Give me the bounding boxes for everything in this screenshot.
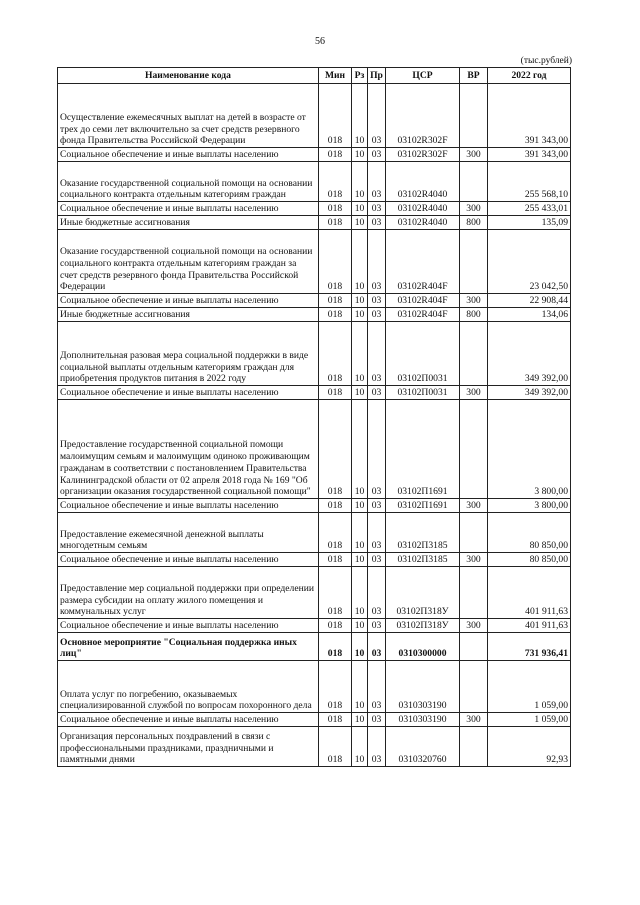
row-amount: 3 800,00	[488, 400, 571, 499]
row-pr: 03	[368, 553, 386, 567]
header-amount: 2022 год	[488, 68, 571, 84]
row-amount: 255 568,10	[488, 162, 571, 202]
row-vr	[460, 513, 488, 553]
row-min: 018	[319, 499, 352, 513]
row-vr: 800	[460, 216, 488, 230]
row-vr: 300	[460, 386, 488, 400]
row-min: 018	[319, 322, 352, 386]
row-csr: 0310303190	[386, 661, 460, 713]
row-min: 018	[319, 148, 352, 162]
row-rz: 10	[352, 553, 368, 567]
row-name: Основное мероприятие "Социальная поддержка иных лиц"	[58, 633, 319, 661]
row-rz: 10	[352, 661, 368, 713]
table-row	[58, 661, 571, 713]
row-name: Иные бюджетные ассигнования	[58, 308, 319, 322]
header-csr: ЦСР	[386, 68, 460, 84]
row-amount: 134,06	[488, 308, 571, 322]
row-vr: 300	[460, 148, 488, 162]
table-row	[58, 619, 571, 633]
row-csr: 0310300000	[386, 633, 460, 661]
row-name: Социальное обеспечение и иные выплаты населению	[58, 713, 319, 727]
row-pr: 03	[368, 148, 386, 162]
row-vr: 300	[460, 713, 488, 727]
row-csr: 03102П0031	[386, 322, 460, 386]
row-rz: 10	[352, 400, 368, 499]
header-rz: Рз	[352, 68, 368, 84]
row-rz: 10	[352, 727, 368, 767]
row-rz: 10	[352, 567, 368, 619]
table-header-row	[58, 68, 571, 84]
row-pr: 03	[368, 661, 386, 713]
row-csr: 03102R404F	[386, 308, 460, 322]
row-csr: 03102R4040	[386, 202, 460, 216]
table-row	[58, 84, 571, 148]
row-min: 018	[319, 661, 352, 713]
row-amount: 22 908,44	[488, 294, 571, 308]
row-csr: 03102R4040	[386, 216, 460, 230]
row-csr: 03102R404F	[386, 294, 460, 308]
row-amount: 401 911,63	[488, 567, 571, 619]
row-name: Социальное обеспечение и иные выплаты населению	[58, 148, 319, 162]
row-min: 018	[319, 633, 352, 661]
row-rz: 10	[352, 162, 368, 202]
row-rz: 10	[352, 294, 368, 308]
row-vr: 800	[460, 308, 488, 322]
row-name: Дополнительная разовая мера социальной поддержки в виде социальной выплаты отдельным категориям граждан для приобретения продуктов питания в 2022 году	[58, 322, 319, 386]
row-rz: 10	[352, 202, 368, 216]
row-vr	[460, 633, 488, 661]
row-csr: 0310320760	[386, 727, 460, 767]
row-pr: 03	[368, 84, 386, 148]
row-name: Предоставление государственной социальной помощи малоимущим семьям и малоимущим одиноко проживающим гражданам в соответствии с постановлением Правительства Калининградской области от 02 апреля 2018 года № 169 "Об организации оказания государственной социальной помощи"	[58, 400, 319, 499]
row-amount: 1 059,00	[488, 661, 571, 713]
row-amount: 731 936,41	[488, 633, 571, 661]
row-min: 018	[319, 400, 352, 499]
row-csr: 03102П318У	[386, 567, 460, 619]
row-pr: 03	[368, 499, 386, 513]
row-csr: 03102R302F	[386, 148, 460, 162]
header-vr: ВР	[460, 68, 488, 84]
row-name: Социальное обеспечение и иные выплаты населению	[58, 202, 319, 216]
table-row	[58, 513, 571, 553]
row-amount: 255 433,01	[488, 202, 571, 216]
row-min: 018	[319, 216, 352, 230]
row-amount: 3 800,00	[488, 499, 571, 513]
row-rz: 10	[352, 230, 368, 294]
table-row	[58, 727, 571, 767]
row-pr: 03	[368, 322, 386, 386]
row-name: Иные бюджетные ассигнования	[58, 216, 319, 230]
row-pr: 03	[368, 216, 386, 230]
row-min: 018	[319, 162, 352, 202]
row-vr: 300	[460, 553, 488, 567]
row-pr: 03	[368, 294, 386, 308]
row-min: 018	[319, 619, 352, 633]
row-name: Социальное обеспечение и иные выплаты населению	[58, 499, 319, 513]
row-name: Осуществление ежемесячных выплат на детей в возрасте от трех до семи лет включительно за счет средств резервного фонда Правительства Российской Федерации	[58, 84, 319, 148]
row-csr: 03102П3185	[386, 553, 460, 567]
row-rz: 10	[352, 499, 368, 513]
row-name: Предоставление ежемесячной денежной выплаты многодетным семьям	[58, 513, 319, 553]
row-min: 018	[319, 308, 352, 322]
row-rz: 10	[352, 216, 368, 230]
table-row	[58, 499, 571, 513]
row-vr: 300	[460, 619, 488, 633]
table-row	[58, 202, 571, 216]
row-amount: 349 392,00	[488, 386, 571, 400]
row-vr	[460, 230, 488, 294]
table-row	[58, 322, 571, 386]
row-vr: 300	[460, 499, 488, 513]
row-rz: 10	[352, 713, 368, 727]
row-csr: 0310303190	[386, 713, 460, 727]
row-pr: 03	[368, 567, 386, 619]
row-csr: 03102П0031	[386, 386, 460, 400]
row-pr: 03	[368, 202, 386, 216]
row-csr: 03102R4040	[386, 162, 460, 202]
row-min: 018	[319, 513, 352, 553]
units-label: (тыс.рублей)	[520, 56, 572, 66]
row-vr	[460, 661, 488, 713]
header-pr: Пр	[368, 68, 386, 84]
table-row	[58, 633, 571, 661]
row-vr: 300	[460, 294, 488, 308]
row-csr: 03102R302F	[386, 84, 460, 148]
page-number: 56	[315, 36, 325, 47]
row-name: Социальное обеспечение и иные выплаты населению	[58, 386, 319, 400]
row-amount: 391 343,00	[488, 148, 571, 162]
row-min: 018	[319, 713, 352, 727]
row-amount: 80 850,00	[488, 553, 571, 567]
row-min: 018	[319, 727, 352, 767]
row-csr: 03102П3185	[386, 513, 460, 553]
header-name: Наименование кода	[58, 68, 319, 84]
row-amount: 401 911,63	[488, 619, 571, 633]
row-name: Социальное обеспечение и иные выплаты населению	[58, 619, 319, 633]
row-amount: 349 392,00	[488, 322, 571, 386]
row-rz: 10	[352, 386, 368, 400]
table-row	[58, 162, 571, 202]
row-rz: 10	[352, 308, 368, 322]
header-min: Мин	[319, 68, 352, 84]
row-pr: 03	[368, 513, 386, 553]
row-pr: 03	[368, 308, 386, 322]
table-row	[58, 230, 571, 294]
budget-table	[57, 67, 571, 767]
row-pr: 03	[368, 727, 386, 767]
row-min: 018	[319, 386, 352, 400]
table-row	[58, 148, 571, 162]
table-row	[58, 294, 571, 308]
table-row	[58, 308, 571, 322]
row-rz: 10	[352, 619, 368, 633]
row-name: Социальное обеспечение и иные выплаты населению	[58, 553, 319, 567]
row-amount: 391 343,00	[488, 84, 571, 148]
row-pr: 03	[368, 386, 386, 400]
row-amount: 1 059,00	[488, 713, 571, 727]
row-name: Предоставление мер социальной поддержки при определении размера субсидии на оплату жилого помещения и коммунальных услуг	[58, 567, 319, 619]
row-amount: 92,93	[488, 727, 571, 767]
row-min: 018	[319, 202, 352, 216]
row-vr: 300	[460, 202, 488, 216]
row-name: Оказание государственной социальной помощи на основании социального контракта отдельным категориям граждан за счет средств резервного фонда Правительства Российской Федерации	[58, 230, 319, 294]
row-vr	[460, 400, 488, 499]
row-csr: 03102П1691	[386, 499, 460, 513]
row-amount: 135,09	[488, 216, 571, 230]
row-vr	[460, 84, 488, 148]
row-min: 018	[319, 230, 352, 294]
row-amount: 23 042,50	[488, 230, 571, 294]
row-min: 018	[319, 294, 352, 308]
row-rz: 10	[352, 148, 368, 162]
table-body	[58, 84, 571, 767]
row-pr: 03	[368, 713, 386, 727]
row-pr: 03	[368, 230, 386, 294]
row-min: 018	[319, 553, 352, 567]
row-pr: 03	[368, 619, 386, 633]
row-rz: 10	[352, 513, 368, 553]
row-name: Оплата услуг по погребению, оказываемых специализированной службой по вопросам похоронного дела	[58, 661, 319, 713]
row-csr: 03102R404F	[386, 230, 460, 294]
row-min: 018	[319, 84, 352, 148]
table-row	[58, 567, 571, 619]
row-csr: 03102П1691	[386, 400, 460, 499]
table-row	[58, 386, 571, 400]
table-row	[58, 713, 571, 727]
row-name: Оказание государственной социальной помощи на основании социального контракта отдельным категориям граждан	[58, 162, 319, 202]
row-vr	[460, 322, 488, 386]
table-row	[58, 216, 571, 230]
row-pr: 03	[368, 633, 386, 661]
row-csr: 03102П318У	[386, 619, 460, 633]
table-row	[58, 400, 571, 499]
row-pr: 03	[368, 400, 386, 499]
row-name: Организация персональных поздравлений в связи с профессиональными праздниками, праздничными и памятными днями	[58, 727, 319, 767]
row-vr	[460, 162, 488, 202]
row-rz: 10	[352, 322, 368, 386]
row-min: 018	[319, 567, 352, 619]
row-vr	[460, 727, 488, 767]
row-amount: 80 850,00	[488, 513, 571, 553]
row-rz: 10	[352, 84, 368, 148]
row-name: Социальное обеспечение и иные выплаты населению	[58, 294, 319, 308]
table-row	[58, 553, 571, 567]
row-pr: 03	[368, 162, 386, 202]
row-vr	[460, 567, 488, 619]
row-rz: 10	[352, 633, 368, 661]
